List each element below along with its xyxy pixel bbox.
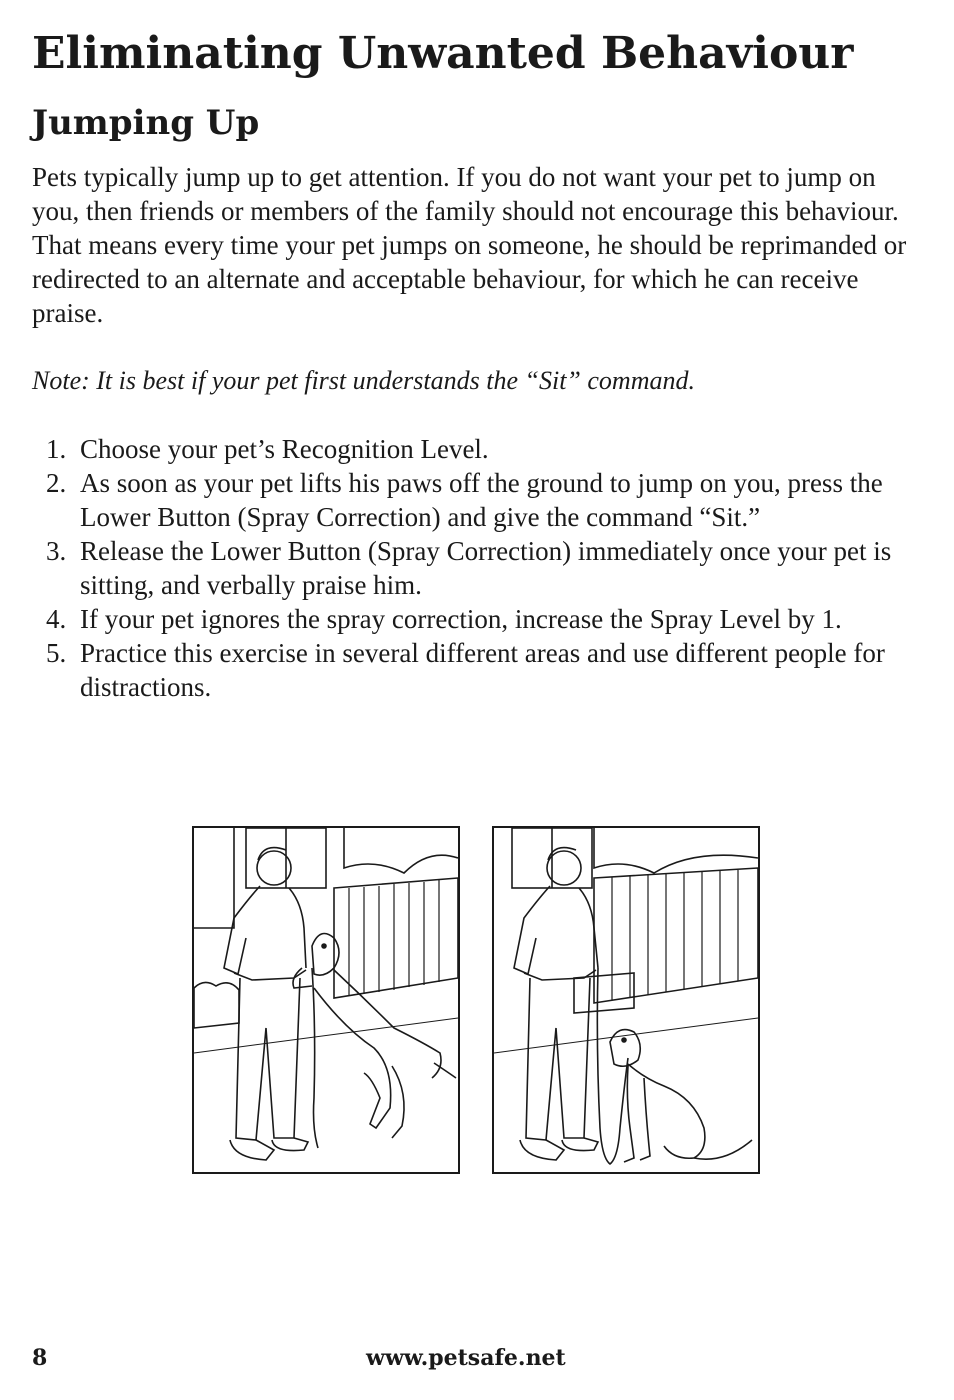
- step-item: [0, 432, 910, 466]
- step-number: 4.: [46, 604, 67, 634]
- intro-paragraph: Pets typically jump up to get attention. If you do not want your pet to jump on you, then friends or members of the family should not encourage this behaviour. That means every time your pet jumps on someone, he should be reprimanded or redirected to an alternate and acceptable behaviour, for which he can receive praise.: [32, 162, 907, 328]
- step-number: 5.: [46, 638, 67, 668]
- step-item: [0, 466, 910, 534]
- step-number: 2.: [46, 468, 67, 498]
- step-text: Choose your pet’s Recognition Level.: [80, 434, 489, 464]
- steps-list: [0, 432, 910, 704]
- step-text: As soon as your pet lifts his paws off the ground to jump on you, press the Lower Button (Spray Correction) and give the command “Sit.”: [80, 468, 883, 532]
- step-text: Release the Lower Button (Spray Correction) immediately once your pet is sitting, and verbally praise him.: [80, 536, 892, 600]
- page-title: Eliminating Unwanted Behaviour: [32, 28, 854, 79]
- step-item: [0, 602, 910, 636]
- illustration-dog-sitting: [492, 826, 760, 1174]
- step-text: If your pet ignores the spray correction, increase the Spray Level by 1.: [80, 604, 842, 634]
- step-item: [0, 636, 910, 704]
- step-number: 1.: [46, 434, 67, 464]
- step-item: [0, 534, 910, 602]
- step-number: 3.: [46, 536, 67, 566]
- step-text: Practice this exercise in several different areas and use different people for distractions.: [80, 638, 885, 702]
- note-text: Note: It is best if your pet first understands the “Sit” command.: [32, 366, 695, 395]
- section-heading: Jumping Up: [32, 103, 260, 143]
- website-url[interactable]: www.petsafe.net: [366, 1345, 566, 1371]
- illustration-dog-jumping: [192, 826, 460, 1174]
- page-number: 8: [32, 1345, 48, 1371]
